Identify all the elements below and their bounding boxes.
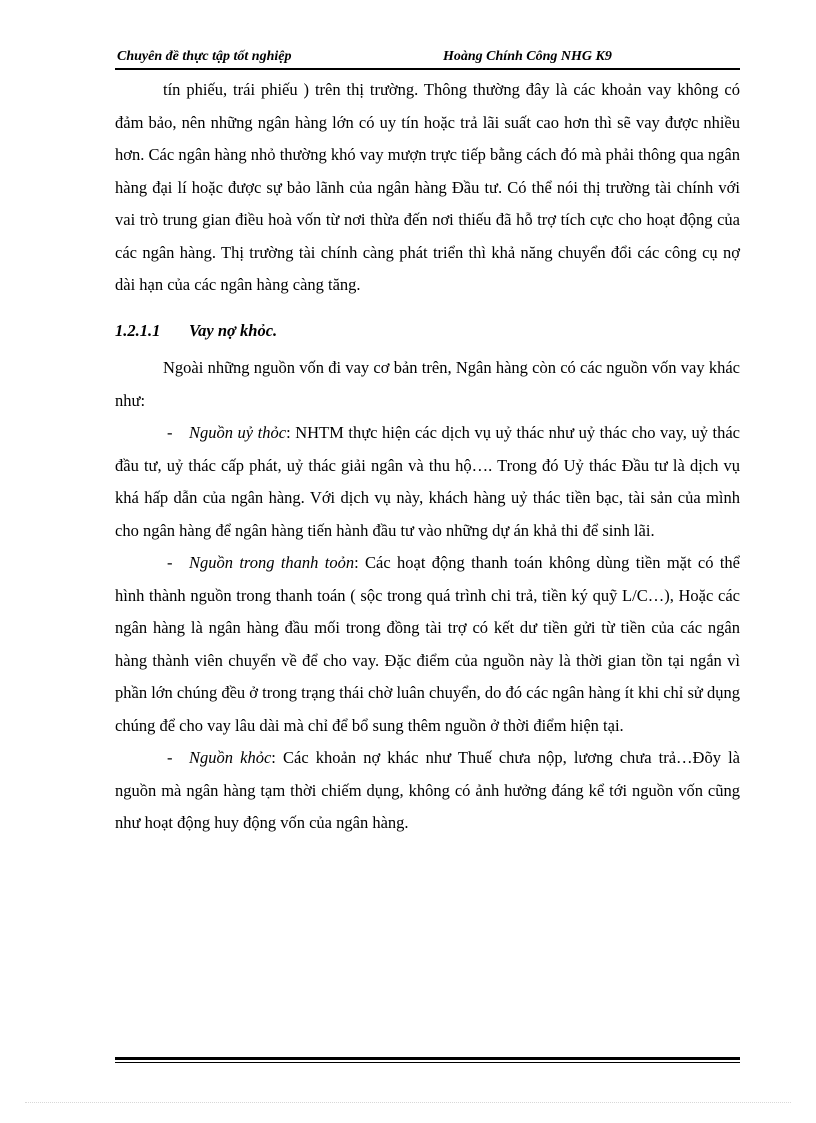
footer-divider-thin <box>115 1062 740 1063</box>
section-heading <box>115 315 740 348</box>
body-paragraph: tín phiếu, trái phiếu ) trên thị trường. Thông thường đây là các khoản vay không có đảm bảo, nên những ngân hàng lớn có uy tín hoặc trả lãi suất cao hơn thì sẽ vay được nhiều hơn. Các ngân hàng nhỏ thường khó vay mượn trực tiếp bằng cách đó mà phải thông qua ngân hàng đại lí hoặc được sự bảo lãnh của ngân hàng Đầu tư. Có thể nói thị trường tài chính với vai trò trung gian điều hoà vốn từ nơi thừa đến nơi thiếu đã hỗ trợ tích cực cho hoạt động của các ngân hàng. Thị trường tài chính càng phát triển thì khả năng chuyển đổi các công cụ nợ dài hạn của các ngân hàng càng tăng. <box>115 80 740 294</box>
list-item-term: Nguồn uỷ thỏc <box>189 423 287 442</box>
header-author: Hoàng Chính Công NHG K9 <box>443 49 612 64</box>
list-item-term: Nguồn trong thanh toỏn <box>189 553 355 572</box>
list-item <box>115 742 740 840</box>
list-item <box>115 547 740 742</box>
page-body <box>115 74 740 840</box>
list-item-text: : Các hoạt động thanh toán không dùng tiền mặt có thể hình thành nguồn trong thanh toán ( sộc trong quá trình chi trả, tiền ký quỹ L/C…), Hoặc các ngân hàng là ngân hàng đầu mối trong đồng tài trợ có kết dư tiền gửi từ tiền của các ngân hàng thành viên chuyển về để cho vay. Đặc điểm của nguồn này là thời gian tồn tại ngắn vì phần lớn chúng đều ở trong trạng thái chờ luân chuyển, do đó các ngân hàng ít khi chỉ sử dụng chúng để cho vay lâu dài mà chỉ để bổ sung thêm nguồn ở thời điểm hiện tại. <box>115 553 740 735</box>
section-number: 1.2.1.1 <box>115 320 161 340</box>
header-document-title: Chuyên đề thực tập tốt nghiệp <box>117 49 292 64</box>
list-item-term: Nguồn khỏc <box>189 748 272 767</box>
page-header <box>115 47 740 67</box>
intro-paragraph: Ngoài những nguồn vốn đi vay cơ bản trên, Ngân hàng còn có các nguồn vốn vay khác như: <box>115 358 740 410</box>
bullet-dash: - <box>167 748 173 767</box>
list-item-text: : Các khoản nợ khác như Thuế chưa nộp, lương chưa trả…Đõy là nguồn mà ngân hàng tạm thời chiếm dụng, không có ảnh hưởng đáng kể tới nguồn vốn cũng như hoạt động huy động vốn của ngân hàng. <box>115 748 741 832</box>
section-title: Vay nợ khỏc. <box>189 320 278 340</box>
footer-divider-thick <box>115 1057 740 1060</box>
list-item-text: : NHTM thực hiện các dịch vụ uỷ thác như uỷ thác cho vay, uỷ thác đầu tư, uỷ thác cấp phát, uỷ thác giải ngân và thu hộ…. Trong đó Uỷ thác Đầu tư là dịch vụ khá hấp dẫn của ngân hàng. Với dịch vụ này, khách hàng uỷ thác tiền bạc, tài sản của mình cho ngân hàng để ngân hàng tiến hành đầu tư vào những dự án khả thi để sinh lãi. <box>115 423 740 540</box>
list-item <box>115 417 740 547</box>
bullet-dash: - <box>167 423 173 442</box>
header-divider <box>115 68 740 70</box>
page-bottom-dotted-line <box>25 1102 791 1103</box>
bullet-dash: - <box>167 553 173 572</box>
